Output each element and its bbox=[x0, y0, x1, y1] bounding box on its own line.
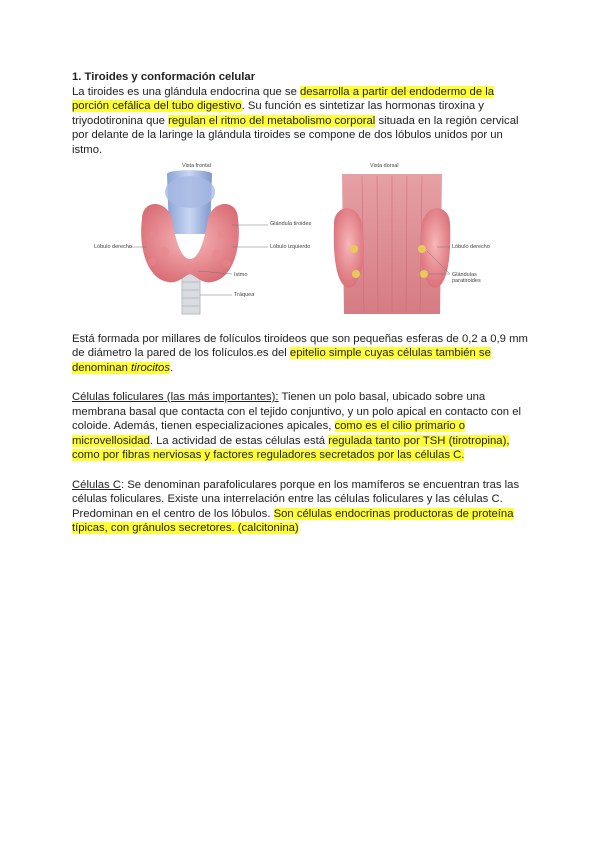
intro-text-3: situada en la región cervical por delante de la laringe la glándula tiroides se compone de dos lóbulos unidos por un istmo. bbox=[72, 114, 519, 156]
section-title: 1. Tiroides y conformación celular bbox=[72, 71, 256, 83]
intro-paragraph bbox=[72, 85, 528, 158]
foliculares-highlight-1: como es el cilio primario o microvellosidad bbox=[72, 420, 466, 447]
label-istmo: Istmo bbox=[234, 271, 248, 278]
foliculares-heading: Células foliculares (las más importantes): bbox=[72, 390, 279, 403]
folicles-text-2: . bbox=[169, 361, 174, 374]
label-traquea: Tráquea bbox=[234, 291, 255, 298]
intro-highlight-1: desarrolla a partir del endodermo de la porción cefálica del tubo digestivo bbox=[72, 85, 495, 113]
document-content bbox=[72, 70, 528, 536]
folicles-italic-term: tirocitos bbox=[131, 361, 170, 374]
intro-text-2: . Su función es sintetizar las hormonas tiroxina y triyodotironina que bbox=[72, 100, 484, 127]
paragraph-gap bbox=[72, 375, 528, 390]
intro-text-1: La tiroides es una glándula endocrina que se bbox=[72, 85, 300, 98]
folicles-text-1: Está formada por millares de folículos tiroideos que son pequeñas esferas de 0,2 a 0,9 mm de diámetro la pared de los folículos.es del bbox=[72, 332, 528, 360]
thyroid-illustration-svg bbox=[72, 164, 528, 322]
celulas-c-paragraph bbox=[72, 478, 528, 536]
folicles-paragraph bbox=[72, 332, 528, 376]
label-lobulo-izquierdo: Lóbulo izquierdo bbox=[270, 243, 311, 250]
foliculares-paragraph bbox=[72, 390, 528, 463]
figure-left-title: Vista frontal bbox=[182, 162, 211, 169]
celulas-c-heading: Células C bbox=[72, 478, 121, 491]
paragraph-gap bbox=[72, 463, 528, 478]
thyroid-illustration bbox=[72, 164, 528, 322]
intro-highlight-2: regulan el ritmo del metabolismo corporal bbox=[168, 114, 376, 127]
label-glandulas-paratiroides: Glándulas paratiroides bbox=[452, 271, 481, 284]
foliculares-highlight-2: regulada tanto por TSH (tirotropina), como por fibras nerviosas y factores reguladores secretados por las células C. bbox=[72, 434, 510, 462]
figure-right-title: Vista dorsal bbox=[370, 162, 399, 169]
label-lobulo-derecho-frontal: Lóbulo derecho bbox=[94, 243, 132, 250]
foliculares-text-1: Tienen un polo basal, ubicado sobre una membrana basal que contacta con el tejido conjuntivo, y un polo apical en contacto con el coloide. Además, tienen especializaciones apicales, bbox=[72, 390, 522, 433]
celulas-c-highlight-1: Son células endocrinas productoras de proteína típicas, con gránulos secretores. (calcitonina) bbox=[72, 507, 514, 535]
label-glandula-tiroides: Glándula tiroides bbox=[270, 220, 312, 227]
foliculares-text-2: . La actividad de estas células está bbox=[149, 434, 329, 447]
celulas-c-text-1: : Se denominan parafoliculares porque en los mamíferos se encuentran tras las células foliculares. Existe una interrelación entre las células foliculares y las células C. Predominan en el centro de los lóbulos. bbox=[72, 478, 520, 520]
dorsal-view-drawing bbox=[334, 174, 451, 314]
folicles-highlight-text: epitelio simple cuyas células también se denominan bbox=[72, 347, 491, 374]
label-lobulo-derecho-dorsal: Lóbulo derecho bbox=[452, 243, 490, 250]
